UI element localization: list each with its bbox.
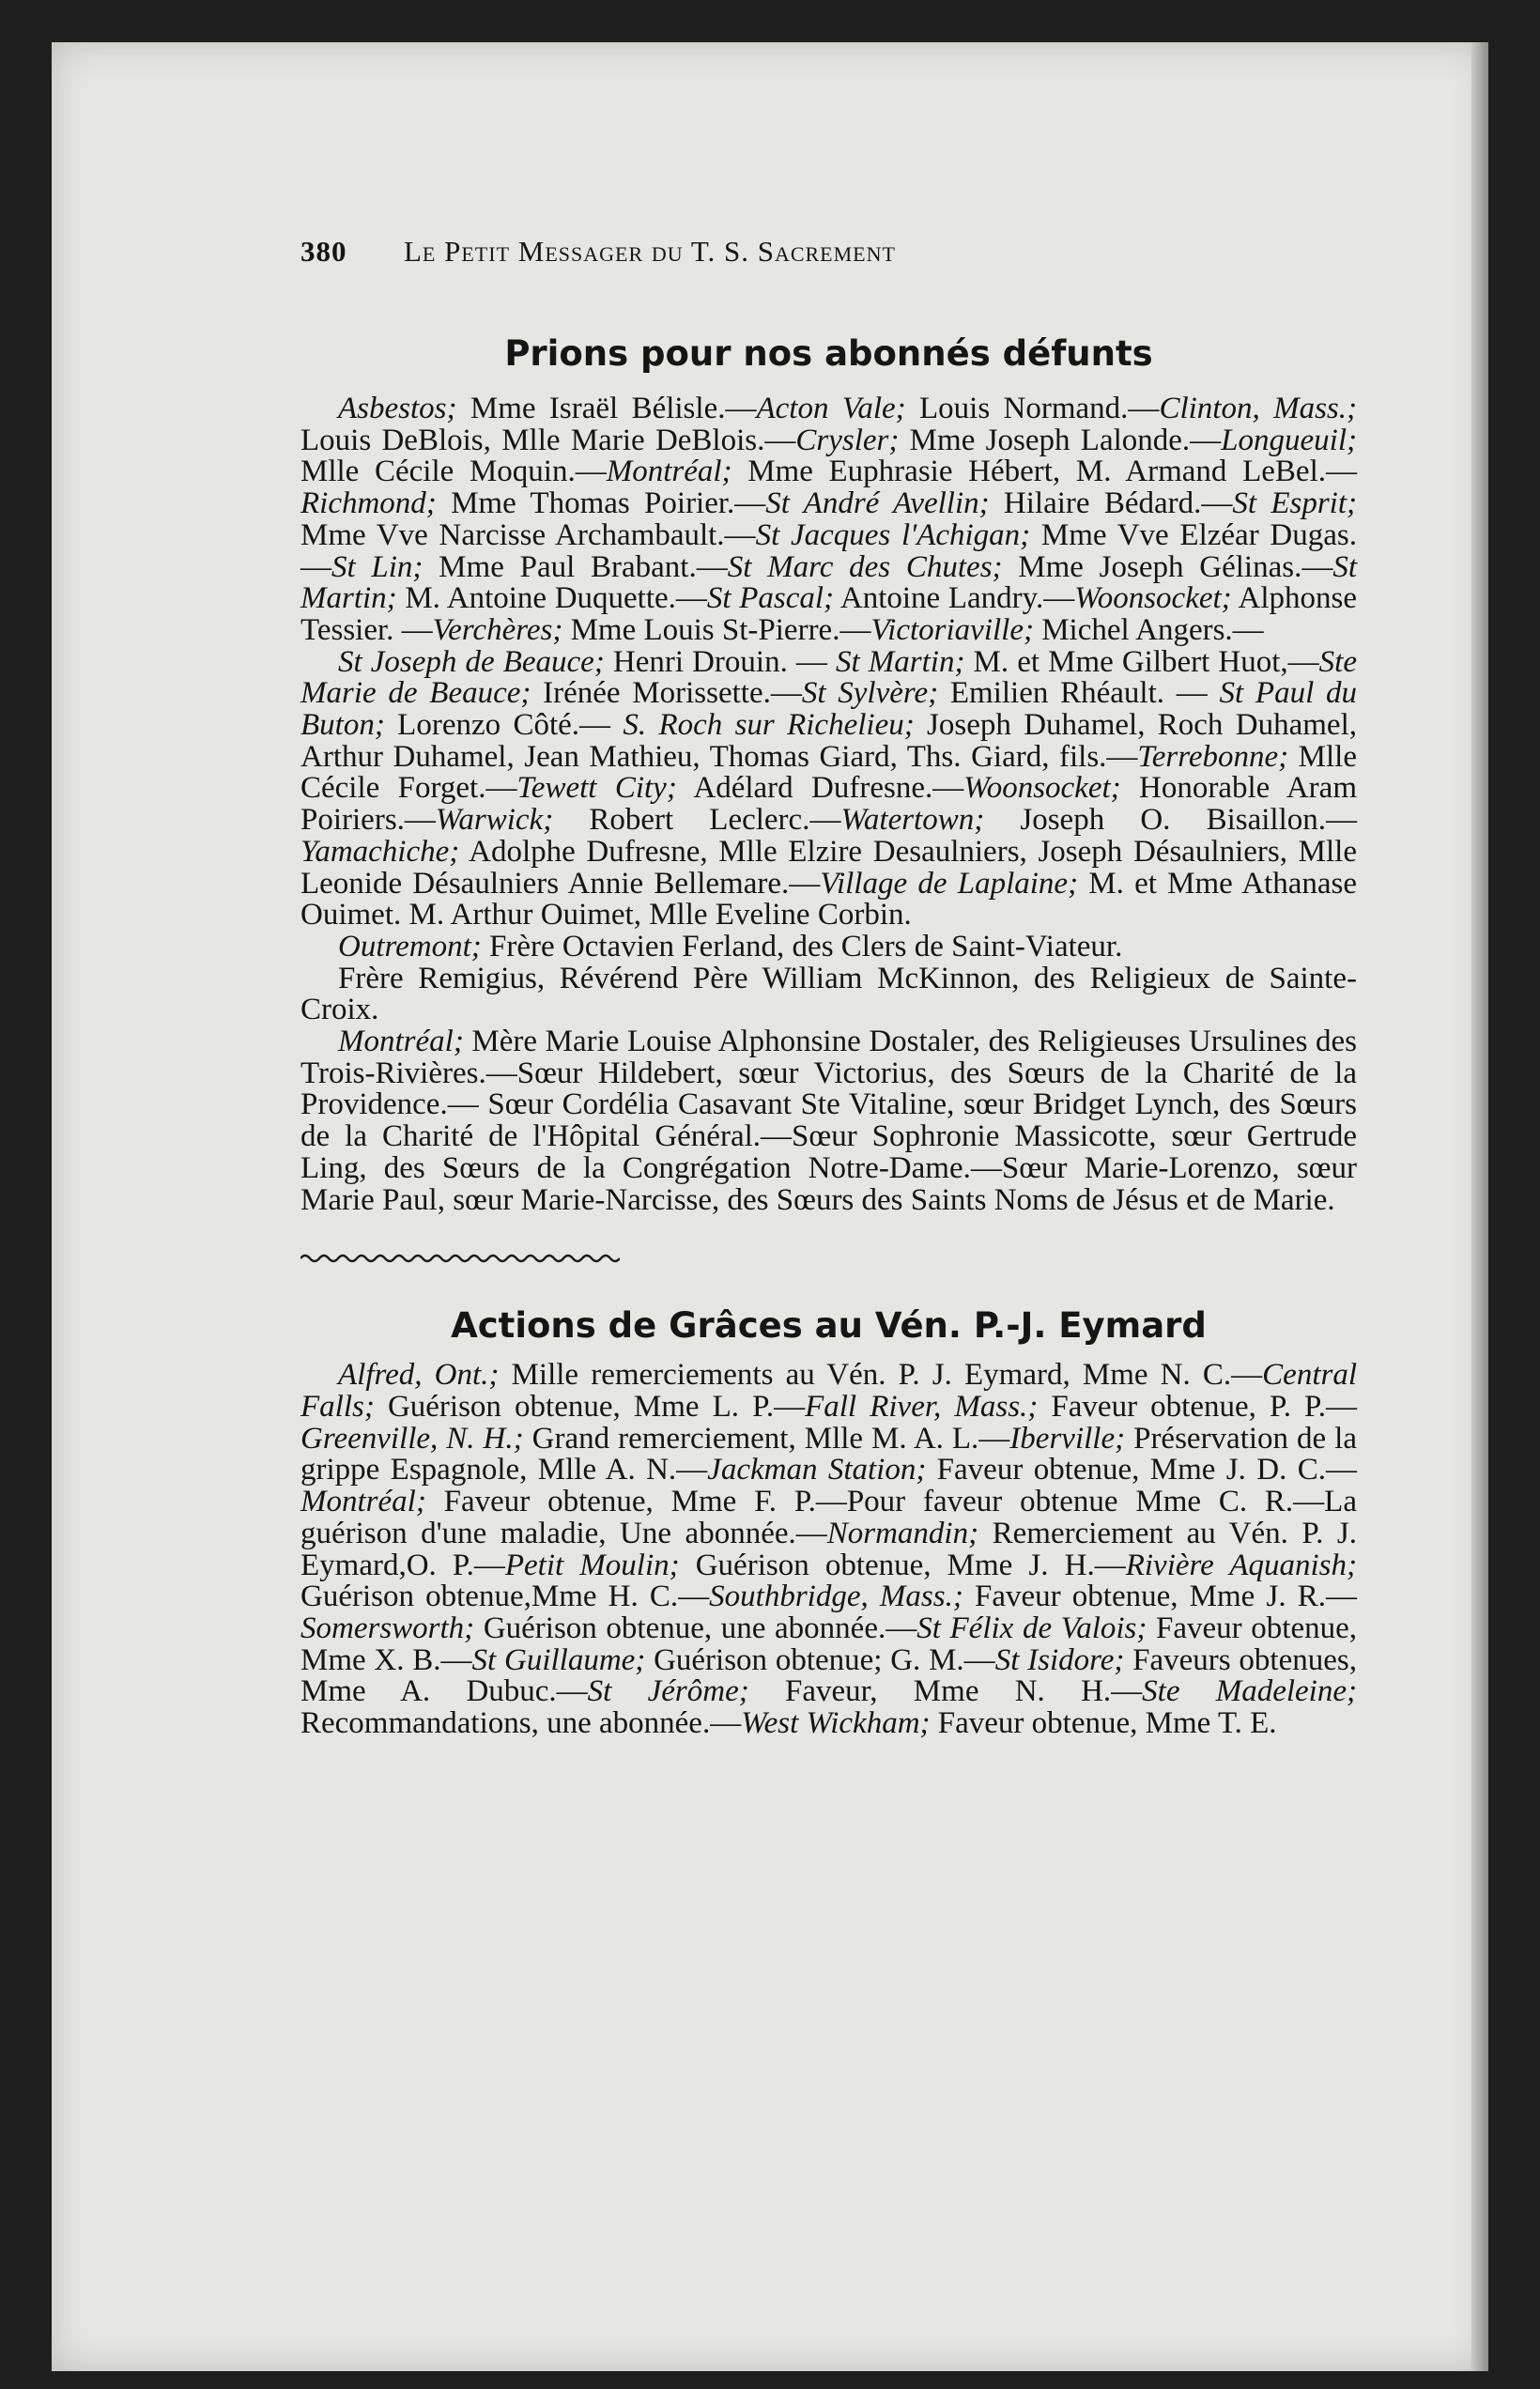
entry-text: Mille remerciements au Vén. P. J. Eymard, Mme N. C.— xyxy=(499,1358,1263,1393)
entry-text: Henri Drouin. — xyxy=(604,644,837,679)
place-name: Terrebonne; xyxy=(1137,739,1289,774)
paragraph xyxy=(300,393,1357,647)
place-name: Petit Moulin; xyxy=(504,1548,680,1582)
entry-text: Remerciement au Vén. P. J. Eymard,O. P.— xyxy=(300,1516,1357,1582)
section-thanksgiving xyxy=(300,1305,1357,1739)
entry-text: Michel Angers.— xyxy=(1033,612,1264,647)
entry-text: Guérison obtenue, Mme J. H.— xyxy=(679,1548,1126,1582)
place-name: St Jérôme; xyxy=(587,1674,749,1709)
place-name: Acton Vale; xyxy=(756,392,906,425)
place-name: St Marc des Chutes; xyxy=(727,549,1003,584)
paragraph xyxy=(300,963,1357,1026)
place-name: Yamachiche; xyxy=(300,834,460,869)
place-name: Watertown; xyxy=(840,803,985,838)
paragraph xyxy=(300,1360,1357,1739)
entry-text: Mme Joseph Gélinas.— xyxy=(1002,549,1333,584)
place-name: Montréal; xyxy=(606,455,732,489)
place-name: Iberville; xyxy=(1009,1421,1126,1456)
place-name: St Joseph de Beauce; xyxy=(338,644,605,679)
place-name: Rivière Aquanish; xyxy=(1125,1548,1357,1582)
place-name: St Lin; xyxy=(331,549,424,584)
place-name: St Martin; xyxy=(836,644,965,679)
place-name: Asbestos; xyxy=(338,392,457,425)
entry-text: Frère Octavien Ferland, des Clers de Saint-Viateur. xyxy=(481,929,1123,963)
place-name: Woonsocket; xyxy=(1074,581,1232,616)
place-name: Fall River, Mass.; xyxy=(805,1389,1039,1424)
running-header xyxy=(300,235,1240,272)
entry-text: Guérison obtenue, une abonnée.— xyxy=(474,1611,917,1645)
section-heading: Prions pour nos abonnés défunts xyxy=(504,333,1153,374)
running-title: Le Petit Messager du T. S. Sacrement xyxy=(404,235,896,268)
place-name: Village de Laplaine; xyxy=(820,866,1079,901)
place-name: St Pascal; xyxy=(706,581,835,616)
section-heading: Actions de Grâces au Vén. P.-J. Eymard xyxy=(451,1305,1207,1347)
place-name: Alfred, Ont.; xyxy=(338,1358,500,1393)
place-name: Ste Marie de Beauce; xyxy=(300,644,1357,711)
entry-text: Guérison obtenue,Mme H. C.— xyxy=(300,1580,710,1614)
entry-text: Louis Normand.— xyxy=(905,392,1160,425)
entry-text: Guérison obtenue; G. M.— xyxy=(645,1642,995,1677)
place-name: Montréal; xyxy=(338,1025,464,1059)
entry-text: Robert Leclerc.— xyxy=(553,803,841,838)
place-name: Somersworth; xyxy=(300,1611,475,1645)
entry-text: Honorable Aram Poiriers.— xyxy=(300,771,1357,838)
place-name: St Félix de Valois; xyxy=(916,1611,1147,1645)
entry-text: M. et Mme Athanase Ouimet. M. Arthur Ouimet, Mlle Eveline Corbin. xyxy=(300,866,1358,932)
place-name: St Paul du Buton; xyxy=(300,676,1357,743)
entry-text: Mme Paul Brabant.— xyxy=(423,549,728,584)
place-name: Warwick; xyxy=(435,803,554,838)
place-name: Greenville, N. H.; xyxy=(300,1421,524,1456)
entry-text: Louis DeBlois, Mlle Marie DeBlois.— xyxy=(300,423,796,457)
page-edge xyxy=(1471,42,1488,2371)
place-name: West Wickham; xyxy=(741,1706,931,1741)
entry-text: Faveur obtenue, Mme F. P.—Pour faveur obtenue Mme C. R.—La guérison d'une maladie, Une abonnée.— xyxy=(300,1485,1357,1550)
entry-text: Préservation de la grippe Espagnole, Mlle A. N.— xyxy=(300,1421,1357,1487)
entry-text: Joseph O. Bisaillon.— xyxy=(984,803,1357,838)
entry-text: Faveur obtenue, Mme T. E. xyxy=(930,1706,1277,1741)
place-name: St André Avellin; xyxy=(765,486,990,521)
entry-text: Hilaire Bédard.— xyxy=(989,486,1233,521)
place-name: Montréal; xyxy=(300,1485,426,1519)
entry-text: Lorenzo Côté.— xyxy=(384,708,624,743)
entry-text: Joseph Duhamel, Roch Duhamel, Arthur Duhamel, Jean Mathieu, Thomas Giard, Ths. Giard, fils.— xyxy=(300,708,1357,774)
place-name: Richmond; xyxy=(300,486,437,521)
place-name: Central Falls; xyxy=(300,1358,1357,1424)
place-name: Clinton, Mass.; xyxy=(1159,392,1357,425)
entry-text: Faveur, Mme N. H.— xyxy=(748,1674,1143,1709)
page-content xyxy=(300,333,1357,1740)
entry-text: Grand remerciement, Mlle M. A. L.— xyxy=(523,1421,1010,1456)
place-name: St Guillaume; xyxy=(471,1642,646,1677)
place-name: Longueuil; xyxy=(1221,423,1357,457)
place-name: St Isidore; xyxy=(994,1642,1125,1677)
place-name: St Sylvère; xyxy=(801,676,939,711)
place-name: S. Roch sur Richelieu; xyxy=(623,708,915,743)
entry-text: M. et Mme Gilbert Huot,— xyxy=(964,644,1319,679)
place-name: Southbridge, Mass.; xyxy=(709,1580,963,1614)
place-name: Verchères; xyxy=(432,612,563,647)
entry-text: Antoine Landry.— xyxy=(834,581,1075,616)
place-name: Jackman Station; xyxy=(707,1453,927,1487)
entry-text: Mme Euphrasie Hébert, M. Armand LeBel.— xyxy=(732,455,1357,489)
place-name: Crysler; xyxy=(795,423,900,457)
entry-text: Irénée Morissette.— xyxy=(531,676,802,711)
paragraph xyxy=(300,644,1358,932)
entry-text: Faveurs obtenues, Mme A. Dubuc.— xyxy=(300,1642,1357,1709)
entry-text: Mme Thomas Poirier.— xyxy=(436,486,766,521)
entry-text: Adélard Dufresne.— xyxy=(676,771,964,806)
entry-text: Faveur obtenue, Mme X. B.— xyxy=(300,1611,1357,1677)
paragraph xyxy=(300,929,1357,963)
entry-text: Mme Israël Bélisle.— xyxy=(456,392,757,425)
place-name: Outremont; xyxy=(338,929,482,963)
entry-text: Mlle Cécile Forget.— xyxy=(300,739,1357,806)
entry-text: Faveur obtenue, P. P.— xyxy=(1038,1389,1358,1424)
entry-text: Guérison obtenue, Mme L. P.— xyxy=(374,1389,806,1424)
section-deceased-subscribers xyxy=(300,333,1357,1216)
place-name: Ste Madeleine; xyxy=(1142,1674,1357,1709)
page-number: 380 xyxy=(300,235,347,268)
entry-text: Faveur obtenue, Mme J. D. C.— xyxy=(926,1453,1357,1487)
entry-text: M. Antoine Duquette.— xyxy=(396,581,707,616)
entry-text: Mlle Cécile Moquin.— xyxy=(300,455,607,489)
entry-text: Mme Vve Narcisse Archambault.— xyxy=(300,517,756,552)
entry-text: Mme Louis St-Pierre.— xyxy=(562,612,871,647)
place-name: Normandin; xyxy=(826,1516,979,1550)
entry-text: Adolphe Dufresne, Mlle Elzire Desaulniers, Joseph Désaulniers, Mlle Leonide Désaulniers Annie Bellemare.— xyxy=(300,834,1357,901)
entry-text: Mme Joseph Lalonde.— xyxy=(899,423,1222,457)
entry-text: Mme Vve Elzéar Dugas.— xyxy=(300,517,1357,584)
entry-text: Mère Marie Louise Alphonsine Dostaler, des Religieuses Ursulines des Trois-Rivières.—Sœur Hildebert, sœur Victorius, des Sœurs de la Charité de la Providence.— Sœur Cordélia Casavant Ste Vitaline, sœur Bridget Lynch, des Sœurs de la Charité de l'Hôpital Général.—Sœur Sophronie Massicotte, sœur Gertrude Ling, des Sœurs de la Congrégation Notre-Dame.—Sœur Marie-Lorenzo, sœur Marie Paul, sœur Marie-Narcisse, des Sœurs des Saints Noms de Jésus et de Marie. xyxy=(300,1025,1357,1217)
paragraph xyxy=(300,1026,1357,1216)
entry-text: Alphonse Tessier. — xyxy=(300,581,1357,647)
place-name: Woonsocket; xyxy=(963,771,1121,806)
entry-text: Faveur obtenue, Mme J. R.— xyxy=(962,1580,1357,1614)
place-name: Tewett City; xyxy=(516,771,677,806)
place-name: Victoriaville; xyxy=(870,612,1034,647)
place-name: St Esprit; xyxy=(1232,486,1358,521)
entry-text: Recommandations, une abonnée.— xyxy=(300,1706,742,1741)
place-name: St Jacques l'Achigan; xyxy=(755,517,1031,552)
wavy-divider xyxy=(300,1252,620,1265)
place-name: St Martin; xyxy=(300,549,1357,616)
entry-text: Frère Remigius, Révérend Père William McKinnon, des Religieux de Sainte-Croix. xyxy=(300,961,1357,1027)
entry-text: Emilien Rhéault. — xyxy=(938,676,1220,711)
